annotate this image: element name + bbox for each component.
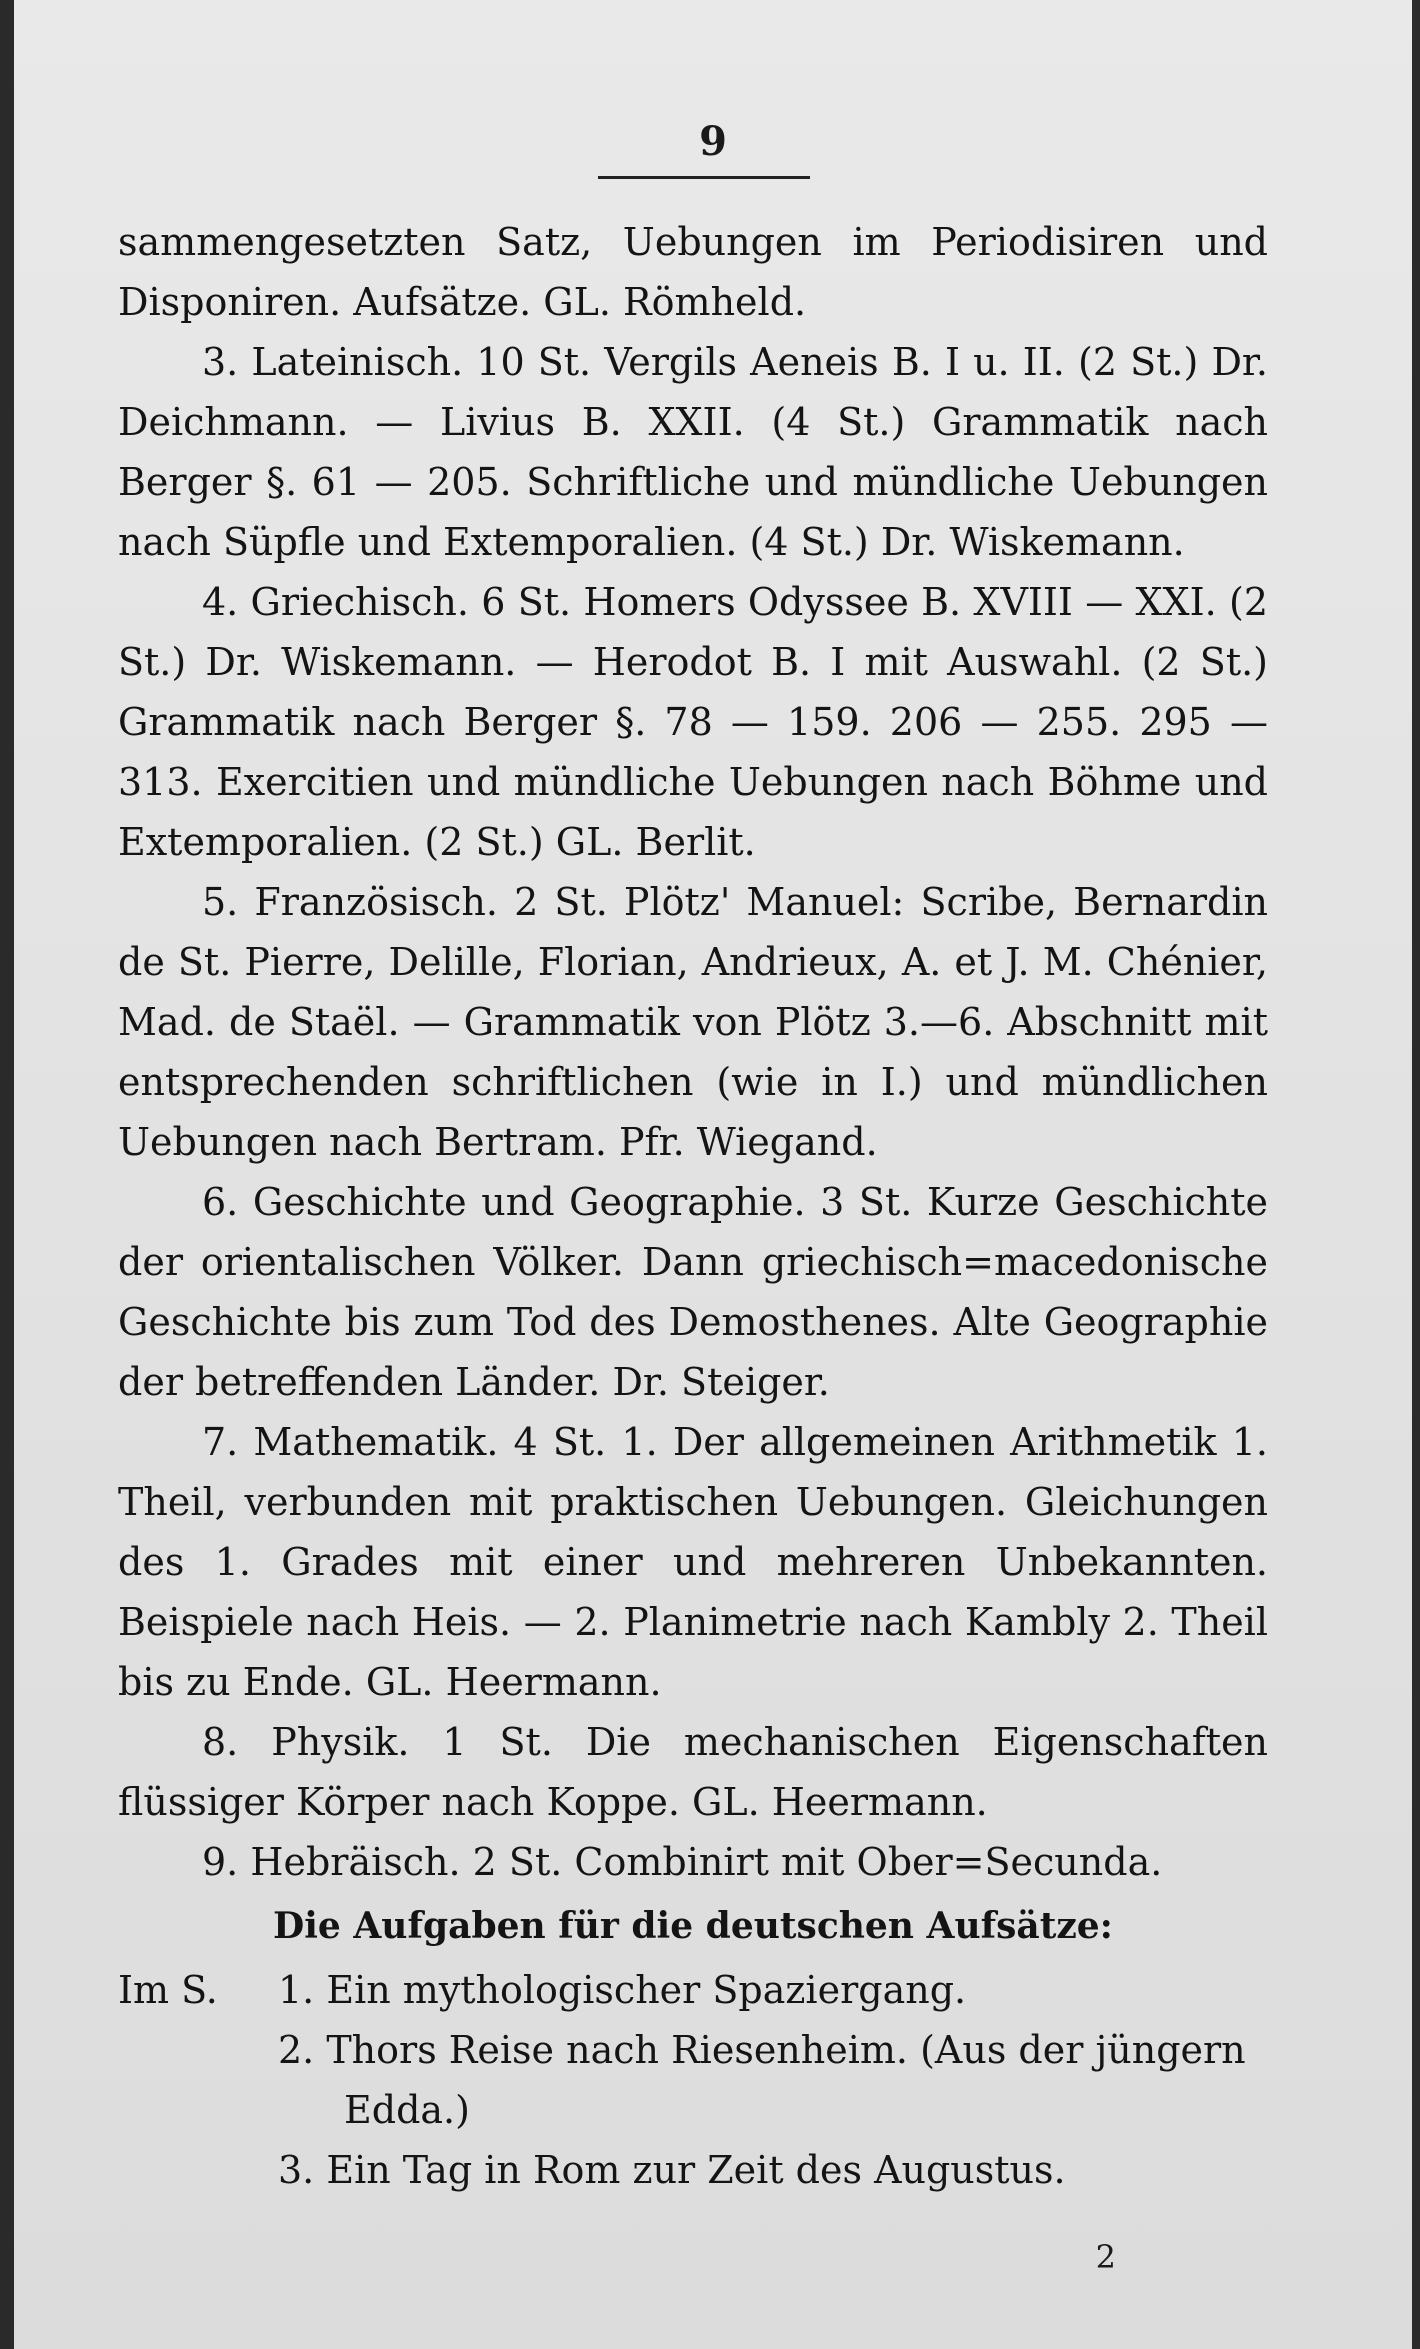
document-page (14, 0, 1412, 2349)
paragraph-continuation: sammengesetzten Satz, Uebungen im Periodisiren und Disponiren. Aufsätze. GL. Römheld. (118, 220, 1268, 324)
body-text (118, 212, 1268, 2200)
paragraph-mathematics: 7. Mathematik. 4 St. 1. Der allgemeinen Arithmetik 1. Theil, verbunden mit praktischen Uebungen. Gleichungen des 1. Grades mit einer und mehreren Unbekannten. Beispiele nach Heis. — 2. Planimetrie nach Kambly 2. Theil bis zu Ende. GL. Heermann. (118, 1420, 1268, 1704)
essays-heading: Die Aufgaben für die deutschen Aufsätze: (273, 1905, 1113, 1947)
paragraph-greek: 4. Griechisch. 6 St. Homers Odyssee B. XVIII — XXI. (2 St.) Dr. Wiskemann. — Herodot B. I mit Auswahl. (2 St.) Grammatik nach Berger §. 78 — 159. 206 — 255. 295 — 313. Exercitien und mündliche Uebungen nach Böhme und Extemporalien. (2 St.) GL. Berlit. (118, 580, 1268, 864)
essay-item-text: 3. Ein Tag in Rom zur Zeit des Augustus. (278, 2148, 1066, 2192)
essay-item-text: 1. Ein mythologischer Spaziergang. (278, 1968, 967, 2012)
essay-item (118, 1960, 1268, 2020)
paragraph-french: 5. Französisch. 2 St. Plötz' Manuel: Scribe, Bernardin de St. Pierre, Delille, Florian, Andrieux, A. et J. M. Chénier, Mad. de Staël. — Grammatik von Plötz 3.—6. Abschnitt mit entsprechenden schriftlichen (wie in I.) und mündlichen Uebungen nach Bertram. Pfr. Wiegand. (118, 880, 1268, 1164)
essay-term-label: Im S. (118, 1968, 218, 2012)
paragraph-latin: 3. Lateinisch. 10 St. Vergils Aeneis B. I u. II. (2 St.) Dr. Deichmann. — Livius B. XXII. (4 St.) Grammatik nach Berger §. 61 — 205. Schriftliche und mündliche Uebungen nach Süpfle und Extemporalien. (4 St.) Dr. Wiskemann. (118, 340, 1268, 564)
paragraph-hebrew: 9. Hebräisch. 2 St. Combinirt mit Ober=Secunda. (202, 1840, 1163, 1884)
header-rule (598, 176, 810, 179)
paragraph-physics: 8. Physik. 1 St. Die mechanischen Eigenschaften flüssiger Körper nach Koppe. GL. Heermann. (118, 1720, 1268, 1824)
signature-mark: 2 (1095, 2238, 1116, 2276)
essay-item-text: 2. Thors Reise nach Riesenheim. (Aus der jüngern (278, 2028, 1246, 2072)
page-number: 9 (699, 118, 727, 165)
paragraph-history: 6. Geschichte und Geographie. 3 St. Kurze Geschichte der orientalischen Völker. Dann griechisch=macedonische Geschichte bis zum Tod des Demosthenes. Alte Geographie der betreffenden Länder. Dr. Steiger. (118, 1180, 1268, 1404)
essay-item-continuation: Edda.) (344, 2088, 470, 2132)
